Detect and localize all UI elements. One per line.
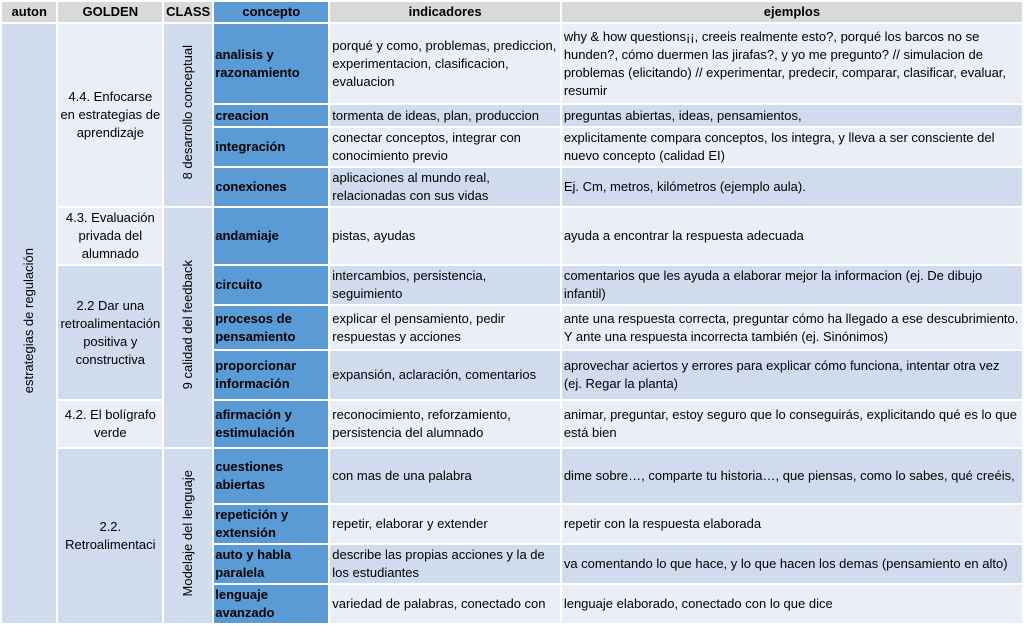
ejemplos-cell: Ej. Cm, metros, kilómetros (ejemplo aula). [561, 167, 1023, 207]
table-row [1, 23, 1023, 104]
header-auton: auton [1, 1, 57, 23]
concepto-cell: analisis y razonamiento [213, 23, 329, 104]
golden-cell: 4.2. El bolígrafo verde [57, 400, 163, 448]
table-row [1, 207, 1023, 265]
header-class: CLASS [163, 1, 213, 23]
golden-cell: 4.4. Enfocarse en estrategias de aprendizaje [57, 23, 163, 207]
indicadores-cell: con mas de una palabra [329, 448, 561, 504]
concepto-cell: cuestiones abiertas [213, 448, 329, 504]
header-golden: GOLDEN [57, 1, 163, 23]
indicadores-cell: pistas, ayudas [329, 207, 561, 265]
golden-cell: 4.3. Evaluación privada del alumnado [57, 207, 163, 265]
concepto-cell: andamiaje [213, 207, 329, 265]
indicadores-cell: reconocimiento, reforzamiento, persistencia del alumnado [329, 400, 561, 448]
class-group-cell [163, 207, 213, 448]
indicadores-cell: porqué y como, problemas, prediccion, experimentacion, clasificacion, evaluacion [329, 23, 561, 104]
header-concepto: concepto [213, 1, 329, 23]
indicadores-cell: variedad de palabras, conectado con [329, 584, 561, 624]
indicadores-cell: expansión, aclaración, comentarios [329, 350, 561, 400]
concepto-cell: conexiones [213, 167, 329, 207]
indicadores-cell: explicar el pensamiento, pedir respuestas y acciones [329, 305, 561, 350]
indicadores-cell: conectar conceptos, integrar con conocimiento previo [329, 127, 561, 167]
indicadores-cell: aplicaciones al mundo real, relacionadas con sus vidas [329, 167, 561, 207]
concepto-cell: repetición y extensión [213, 504, 329, 544]
golden-cell: 2.2 Dar una retroalimentación positiva y constructiva [57, 265, 163, 400]
concepto-cell: auto y habla paralela [213, 544, 329, 584]
class-group-label: 8 desarrollo conceptual [180, 45, 196, 180]
concepto-cell: afirmación y estimulación [213, 400, 329, 448]
class-group-cell [163, 23, 213, 207]
ejemplos-cell: comentarios que les ayuda a elaborar mejor la informacion (ej. De dibujo infantil) [561, 265, 1023, 305]
ejemplos-cell: aprovechar aciertos y errores para explicar cómo funciona, intentar otra vez (ej. Regar la planta) [561, 350, 1023, 400]
indicadores-cell: tormenta de ideas, plan, produccion [329, 104, 561, 127]
ejemplos-cell: lenguaje elaborado, conectado con lo que dice [561, 584, 1023, 624]
concepto-cell: integración [213, 127, 329, 167]
ejemplos-cell: why & how questions¡¡, creeis realmente esto?, porqué los barcos no se hunden?, cómo duermen las jirafas?, y yo me pregunto? // simulacion de problemas (elicitando) // experimentar, predecir, comparar, clasificar, evaluar, resumir [561, 23, 1023, 104]
ejemplos-cell: ante una respuesta correcta, preguntar cómo ha llegado a ese descubrimiento. Y ante una respuesta incorrecta también (ej. Sinónimos) [561, 305, 1023, 350]
ejemplos-cell: dime sobre…, comparte tu historia…, que piensas, como lo sabes, qué creéis, [561, 448, 1023, 504]
concepto-cell: lenguaje avanzado [213, 584, 329, 624]
indicadores-cell: repetir, elaborar y extender [329, 504, 561, 544]
concepto-cell: procesos de pensamiento [213, 305, 329, 350]
ejemplos-cell: repetir con la respuesta elaborada [561, 504, 1023, 544]
concepto-cell: creacion [213, 104, 329, 127]
header-row [1, 1, 1023, 23]
table-row [1, 400, 1023, 448]
class-group-label: 9 calidad del feedback [180, 260, 196, 390]
auton-cell [1, 23, 57, 624]
ejemplos-cell: explicitamente compara conceptos, los integra, y lleva a ser consciente del nuevo concepto (calidad EI) [561, 127, 1023, 167]
golden-cell: 2.2. Retroalimentaci [57, 448, 163, 624]
concepto-cell: circuito [213, 265, 329, 305]
indicadores-cell: intercambios, persistencia, seguimiento [329, 265, 561, 305]
header-indicadores: indicadores [329, 1, 561, 23]
ejemplos-cell: animar, preguntar, estoy seguro que lo conseguirás, explicitando qué es lo que está bien [561, 400, 1023, 448]
ejemplos-cell: va comentando lo que hace, y lo que hacen los demas (pensamiento en alto) [561, 544, 1023, 584]
header-ejemplos: ejemplos [561, 1, 1023, 23]
table-row [1, 448, 1023, 504]
class-group-label: Modelaje del lenguaje [180, 470, 196, 597]
class-group-cell [163, 448, 213, 624]
ejemplos-cell: ayuda a encontrar la respuesta adecuada [561, 207, 1023, 265]
table-row [1, 265, 1023, 305]
concepto-cell: proporcionar información [213, 350, 329, 400]
auton-label: estrategias de regulación [21, 248, 37, 394]
ejemplos-cell: preguntas abiertas, ideas, pensamientos, [561, 104, 1023, 127]
indicadores-cell: describe las propias acciones y la de los estudiantes [329, 544, 561, 584]
